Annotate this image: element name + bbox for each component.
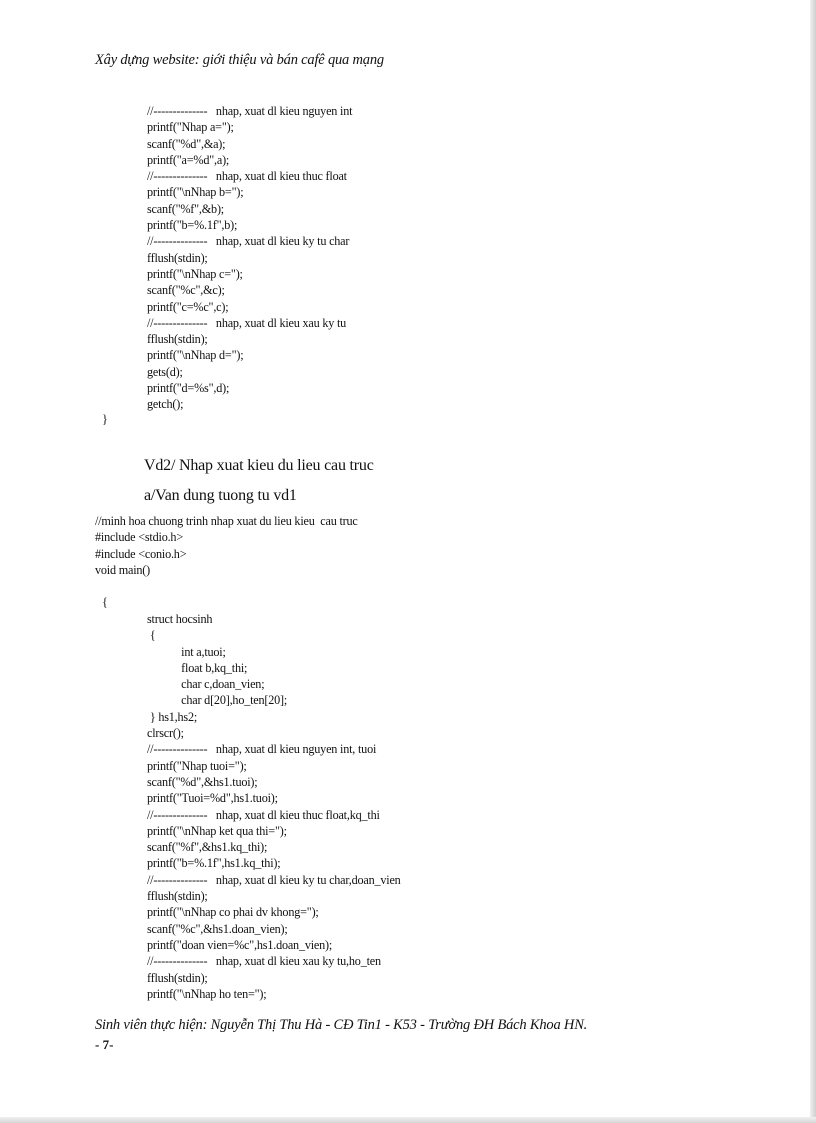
section-heading-vd2: Vd2/ Nhap xuat kieu du lieu cau truc: [144, 457, 374, 474]
code-line: printf("Tuoi=%d",hs1.tuoi);: [147, 791, 278, 806]
closing-brace: }: [102, 412, 108, 426]
code-line: } hs1,hs2;: [147, 709, 198, 724]
code-line: char d[20],ho_ten[20];: [147, 693, 288, 708]
code-line: fflush(stdin);: [147, 970, 208, 985]
code-block-vd1: [147, 103, 352, 413]
code-line: //-------------- nhap, xuat dl kieu nguyen int: [147, 104, 353, 118]
code-line: printf("b=%.1f",b);: [147, 218, 238, 233]
code-block-struct: [147, 611, 401, 1002]
page-number: - 7-: [95, 1037, 114, 1052]
code-line: char c,doan_vien;: [147, 677, 265, 692]
code-line: fflush(stdin);: [147, 889, 208, 904]
code-line: //-------------- nhap, xuat dl kieu xau ky tu: [147, 315, 347, 330]
code-line: struct hocsinh: [147, 612, 213, 626]
code-line: printf("\nNhap co phai dv khong=");: [147, 905, 319, 920]
code-line: float b,kq_thi;: [147, 660, 248, 675]
code-line: scanf("%f",&b);: [147, 201, 224, 216]
code-line: printf("\nNhap d=");: [147, 348, 244, 363]
code-line: printf("\nNhap b=");: [147, 185, 244, 200]
code-line: printf("a=%d",a);: [147, 152, 230, 167]
code-line: clrscr();: [147, 726, 184, 741]
code-line: scanf("%c",&c);: [147, 283, 225, 298]
code-line: getch();: [147, 397, 184, 412]
code-line: fflush(stdin);: [147, 332, 208, 347]
code-line: printf("\nNhap c=");: [147, 266, 243, 281]
code-line: gets(d);: [147, 364, 183, 379]
code-line: printf("Nhap tuoi=");: [147, 758, 247, 773]
code-line: void main(): [95, 562, 151, 577]
page-header: Xây dựng website: giới thiệu và bán cafê qua mạng: [95, 52, 384, 68]
code-line: //-------------- nhap, xuat dl kieu xau ky tu,ho_ten: [147, 954, 381, 969]
code-line: printf("doan vien=%c",hs1.doan_vien);: [147, 937, 333, 952]
opening-brace: {: [102, 595, 108, 609]
code-line: int a,tuoi;: [147, 644, 226, 659]
code-line: printf("c=%c",c);: [147, 299, 229, 314]
code-line: scanf("%f",&hs1.kq_thi);: [147, 840, 268, 855]
code-line: //minh hoa chuong trinh nhap xuat du lieu kieu cau truc: [95, 514, 358, 528]
page-footer: Sinh viên thực hiện: Nguyễn Thị Thu Hà - CĐ Tin1 - K53 - Trường ĐH Bách Khoa HN.: [95, 1017, 588, 1033]
code-line: printf("\nNhap ho ten=");: [147, 986, 267, 1001]
code-line: //-------------- nhap, xuat dl kieu nguyen int, tuoi: [147, 742, 377, 757]
code-line: #include <conio.h>: [95, 546, 187, 561]
code-line: //-------------- nhap, xuat dl kieu thuc float: [147, 169, 347, 184]
code-line: scanf("%c",&hs1.doan_vien);: [147, 921, 288, 936]
code-line: //-------------- nhap, xuat dl kieu thuc float,kq_thi: [147, 807, 380, 822]
code-line: scanf("%d",&a);: [147, 136, 226, 151]
code-line: printf("b=%.1f",hs1.kq_thi);: [147, 856, 281, 871]
code-line: printf("Nhap a=");: [147, 120, 234, 135]
subsection-heading: a/Van dung tuong tu vd1: [144, 487, 297, 504]
code-line: #include <stdio.h>: [95, 530, 184, 545]
code-line: fflush(stdin);: [147, 250, 208, 265]
code-block-includes: [95, 513, 358, 578]
page-shadow-bottom: [0, 1117, 816, 1123]
code-line: printf("\nNhap ket qua thi=");: [147, 823, 287, 838]
code-line: //-------------- nhap, xuat dl kieu ky tu char: [147, 234, 350, 249]
code-line: scanf("%d",&hs1.tuoi);: [147, 774, 258, 789]
code-line: printf("d=%s",d);: [147, 381, 230, 396]
code-line: //-------------- nhap, xuat dl kieu ky tu char,doan_vien: [147, 872, 401, 887]
page-shadow-right: [810, 0, 816, 1123]
code-line: {: [147, 628, 156, 643]
